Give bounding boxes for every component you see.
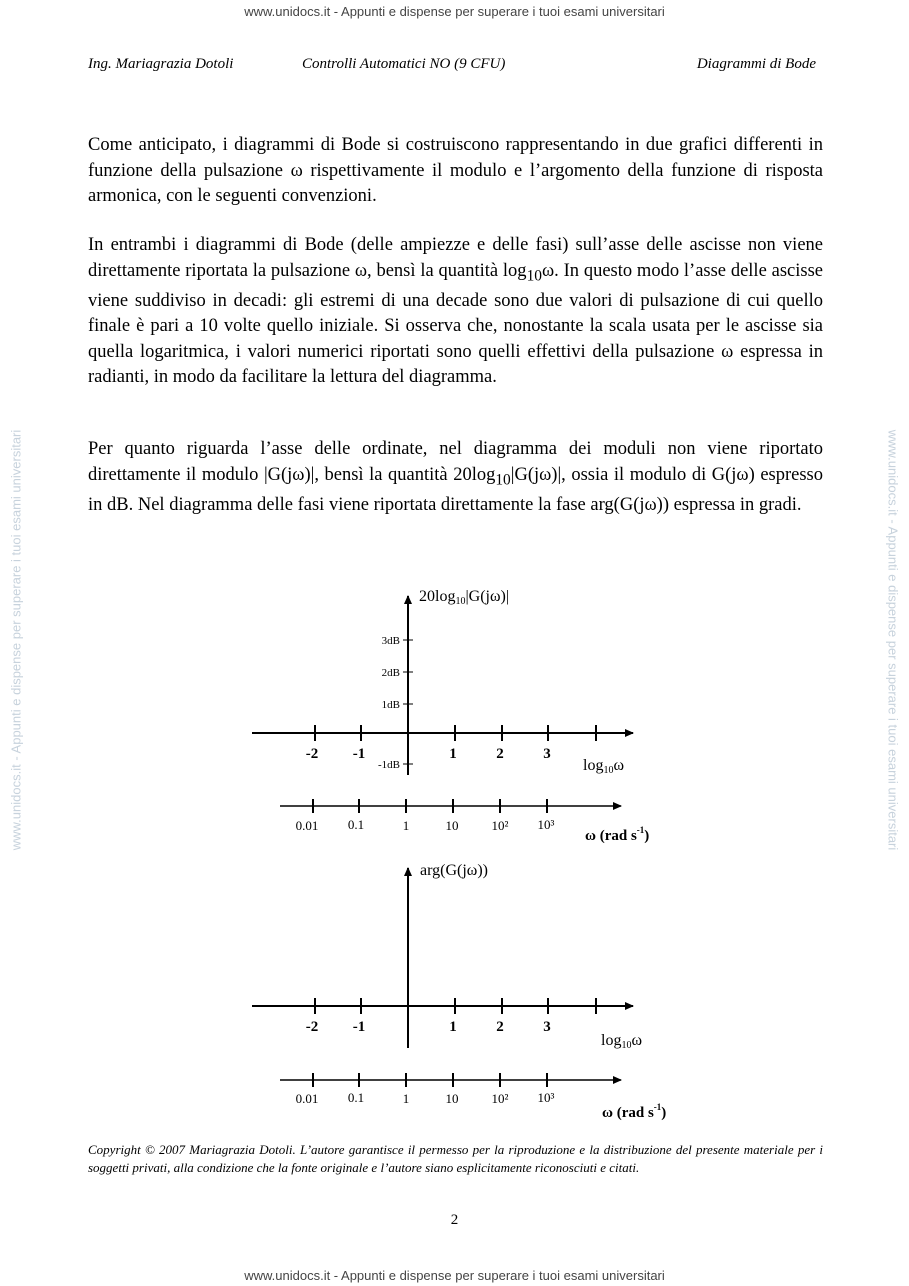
copyright-notice: Copyright © 2007 Mariagrazia Dotoli. L’autore garantisce il permesso per la riproduzione e la distribuzione del presente materiale per i soggetti privati, alla condizione che la fonte originale e l’autore siano esplicitamente riconosciuti e citati.: [88, 1142, 823, 1175]
mag-omega-tick-0.01: 0.01: [295, 818, 319, 833]
mag-omega-tick-100: 10²: [491, 818, 509, 833]
phase-omega-tick-1: 1: [402, 1091, 410, 1106]
phase-xtick-2: 2: [496, 1019, 504, 1035]
p3-text-a: Per quanto riguarda l’asse delle ordinate, nel diagramma dei moduli non viene riportato direttamente il modulo: [88, 439, 823, 485]
mag-omega-tick-10: 10: [445, 818, 459, 833]
page-number: 2: [450, 1212, 459, 1228]
mag-omega-tick-1: 1: [402, 818, 410, 833]
p3-subscript: 10: [495, 471, 511, 489]
mag-xtick-1: 1: [449, 746, 457, 762]
mag-ytick-2db: 2dB: [381, 667, 400, 679]
p3-modulus-2: |G(jω)|: [510, 464, 562, 485]
watermark-left: www.unidocs.it - Appunti e dispense per superare i tuoi esami universitari: [8, 429, 24, 851]
p3-modulus: |G(jω)|: [263, 464, 315, 485]
mag-x-label: log10ω: [583, 757, 624, 776]
header-course: Controlli Automatici NO (9 CFU): [302, 56, 506, 72]
phase-xtick-1: 1: [449, 1019, 457, 1035]
phase-x-label: log10ω: [601, 1032, 642, 1051]
phase-y-label: arg(G(jω)): [420, 862, 488, 879]
phase-omega-tick-0.01: 0.01: [295, 1091, 319, 1106]
phase-xtick-3: 3: [543, 1019, 551, 1035]
mag-omega-label: ω (rad $s^{-1}$): [585, 825, 650, 844]
mag-xtick-2: 2: [496, 746, 504, 762]
phase-omega-tick-0.1: 0.1: [347, 1090, 365, 1105]
p3-text-b: , bensì la quantità 20log: [314, 464, 496, 485]
phase-diagram: [252, 862, 666, 1121]
mag-omega-tick-1000: 10³: [537, 817, 555, 832]
phase-omega-tick-100: 10²: [491, 1091, 509, 1106]
mag-xtick-minus2: -2: [305, 746, 319, 762]
mag-ytick-minus1db: -1dB: [378, 759, 400, 771]
phase-xtick-minus2: -2: [305, 1019, 319, 1035]
mag-xtick-minus1: -1: [352, 746, 366, 762]
p2-text-a: In entrambi i diagrammi di Bode (delle ampiezze e delle fasi) sull’asse delle ascisse non viene direttamente riportata la pulsazione ω, bensì la quantità log: [88, 235, 823, 281]
watermark-top: www.unidocs.it - Appunti e dispense per superare i tuoi esami universitari: [244, 4, 665, 19]
paragraph-intro: Come anticipato, i diagrammi di Bode si costruiscono rappresentando in due grafici differenti in funzione della pulsazione ω rispettivamente il modulo e l’argomento della funzione di risposta armonica, con le seguenti convenzioni.: [88, 135, 823, 206]
phase-xtick-minus1: -1: [352, 1019, 366, 1035]
p2-text-b: ω. In questo modo l’asse delle ascisse viene suddiviso in decadi: gli estremi di una decade sono due valori di pulsazione di cui quello finale è pari a 10 volte quello iniziale. Si osserva che, nonostante la scala usata per le ascisse sia quella logaritmica, i valori numerici riportati sono quelli effettivi della pulsazione ω espressa in radianti, in modo da facilitare la lettura del diagramma.: [88, 260, 823, 388]
p2-subscript: 10: [526, 267, 542, 285]
magnitude-diagram: [252, 588, 649, 844]
mag-xtick-3: 3: [543, 746, 551, 762]
mag-ytick-1db: 1dB: [381, 699, 400, 711]
header-section: Diagrammi di Bode: [696, 56, 816, 72]
mag-omega-tick-0.1: 0.1: [347, 817, 365, 832]
watermark-bottom: www.unidocs.it - Appunti e dispense per superare i tuoi esami universitari: [244, 1268, 665, 1283]
watermark-right: www.unidocs.it - Appunti e dispense per superare i tuoi esami universitari: [885, 429, 901, 851]
phase-omega-tick-10: 10: [445, 1091, 459, 1106]
header-author: Ing. Mariagrazia Dotoli: [88, 56, 234, 72]
mag-y-label: 20log10|G(jω)|: [419, 588, 510, 607]
p3-text-c: , ossia il modulo di G(jω) espresso in dB. Nel diagramma delle fasi viene riportata direttamente la fase arg(G(jω)) espressa in gradi.: [88, 464, 823, 515]
mag-ytick-3db: 3dB: [381, 635, 400, 647]
phase-omega-label: ω (rad $s^{-1}$): [602, 1102, 667, 1121]
phase-omega-tick-1000: 10³: [537, 1090, 555, 1105]
